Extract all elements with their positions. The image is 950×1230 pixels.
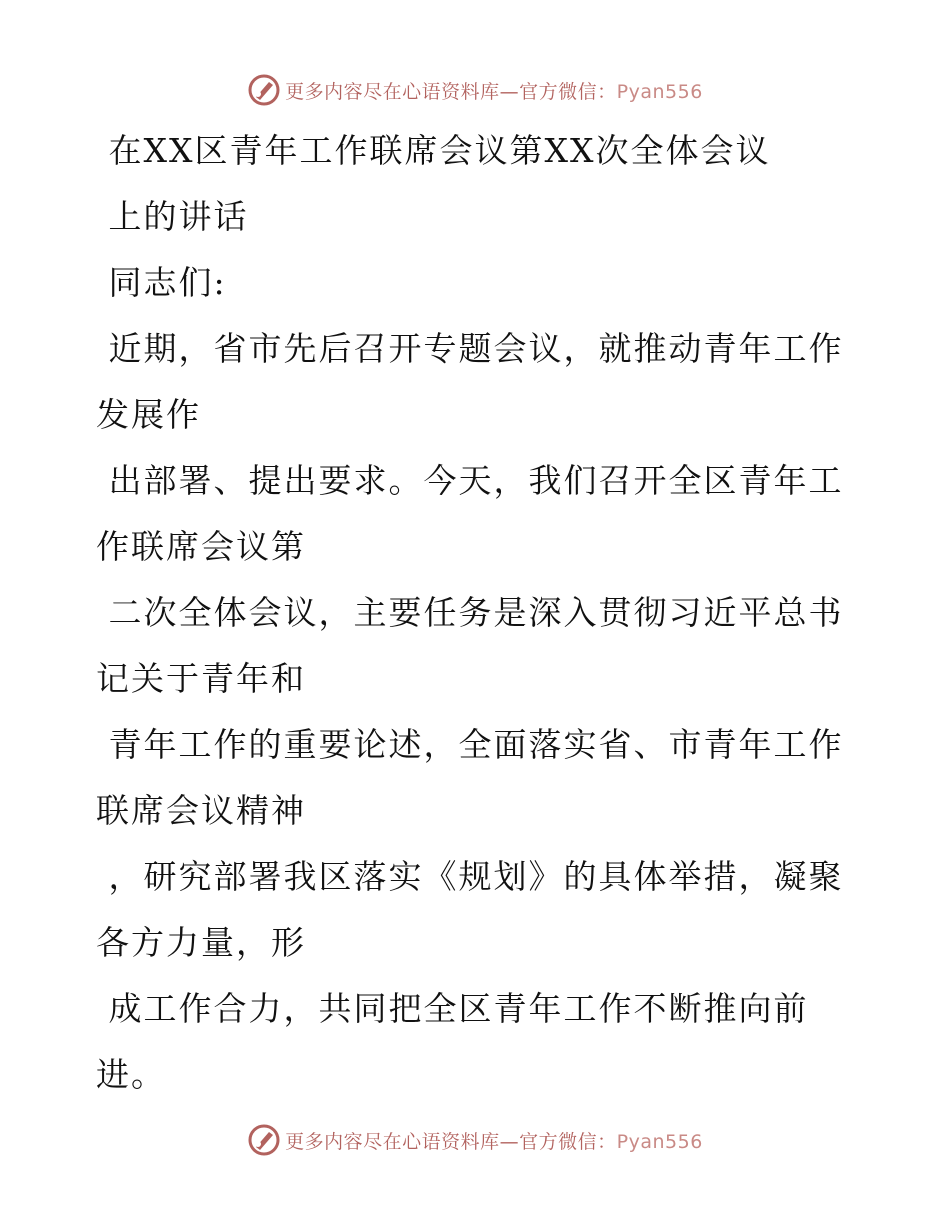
document-line: 近期，省市先后召开专题会议，就推动青年工作 <box>96 329 844 368</box>
watermark-text: 更多内容尽在心语资料库—官方微信：Pyan556 <box>285 1130 703 1153</box>
document-body <box>96 118 846 1108</box>
watermark-footer <box>0 1120 950 1160</box>
document-line: 进。 <box>96 1055 166 1094</box>
document-line: 作联席会议第 <box>96 527 306 566</box>
document-line: 各方力量，形 <box>96 923 306 962</box>
document-line: 同志们: <box>96 263 227 302</box>
document-line: 二次全体会议，主要任务是深入贯彻习近平总书 <box>96 593 844 632</box>
document-line: 青年工作的重要论述，全面落实省、市青年工作 <box>96 725 844 764</box>
document-line: 上的讲话 <box>96 197 249 236</box>
watermark-text: 更多内容尽在心语资料库—官方微信：Pyan556 <box>285 80 703 103</box>
document-line: 发展作 <box>96 395 201 434</box>
document-line: 在XX区青年工作联席会议第XX次全体会议 <box>96 131 771 170</box>
document-line: 成工作合力，共同把全区青年工作不断推向前 <box>96 989 809 1028</box>
document-line: ，研究部署我区落实《规划》的具体举措，凝聚 <box>96 857 844 896</box>
document-line: 出部署、提出要求。今天，我们召开全区青年工 <box>96 461 844 500</box>
pen-logo-icon <box>247 73 281 107</box>
document-line: 记关于青年和 <box>96 659 306 698</box>
document-line: 联席会议精神 <box>96 791 306 830</box>
watermark-header <box>0 70 950 110</box>
pen-logo-icon <box>247 1123 281 1157</box>
